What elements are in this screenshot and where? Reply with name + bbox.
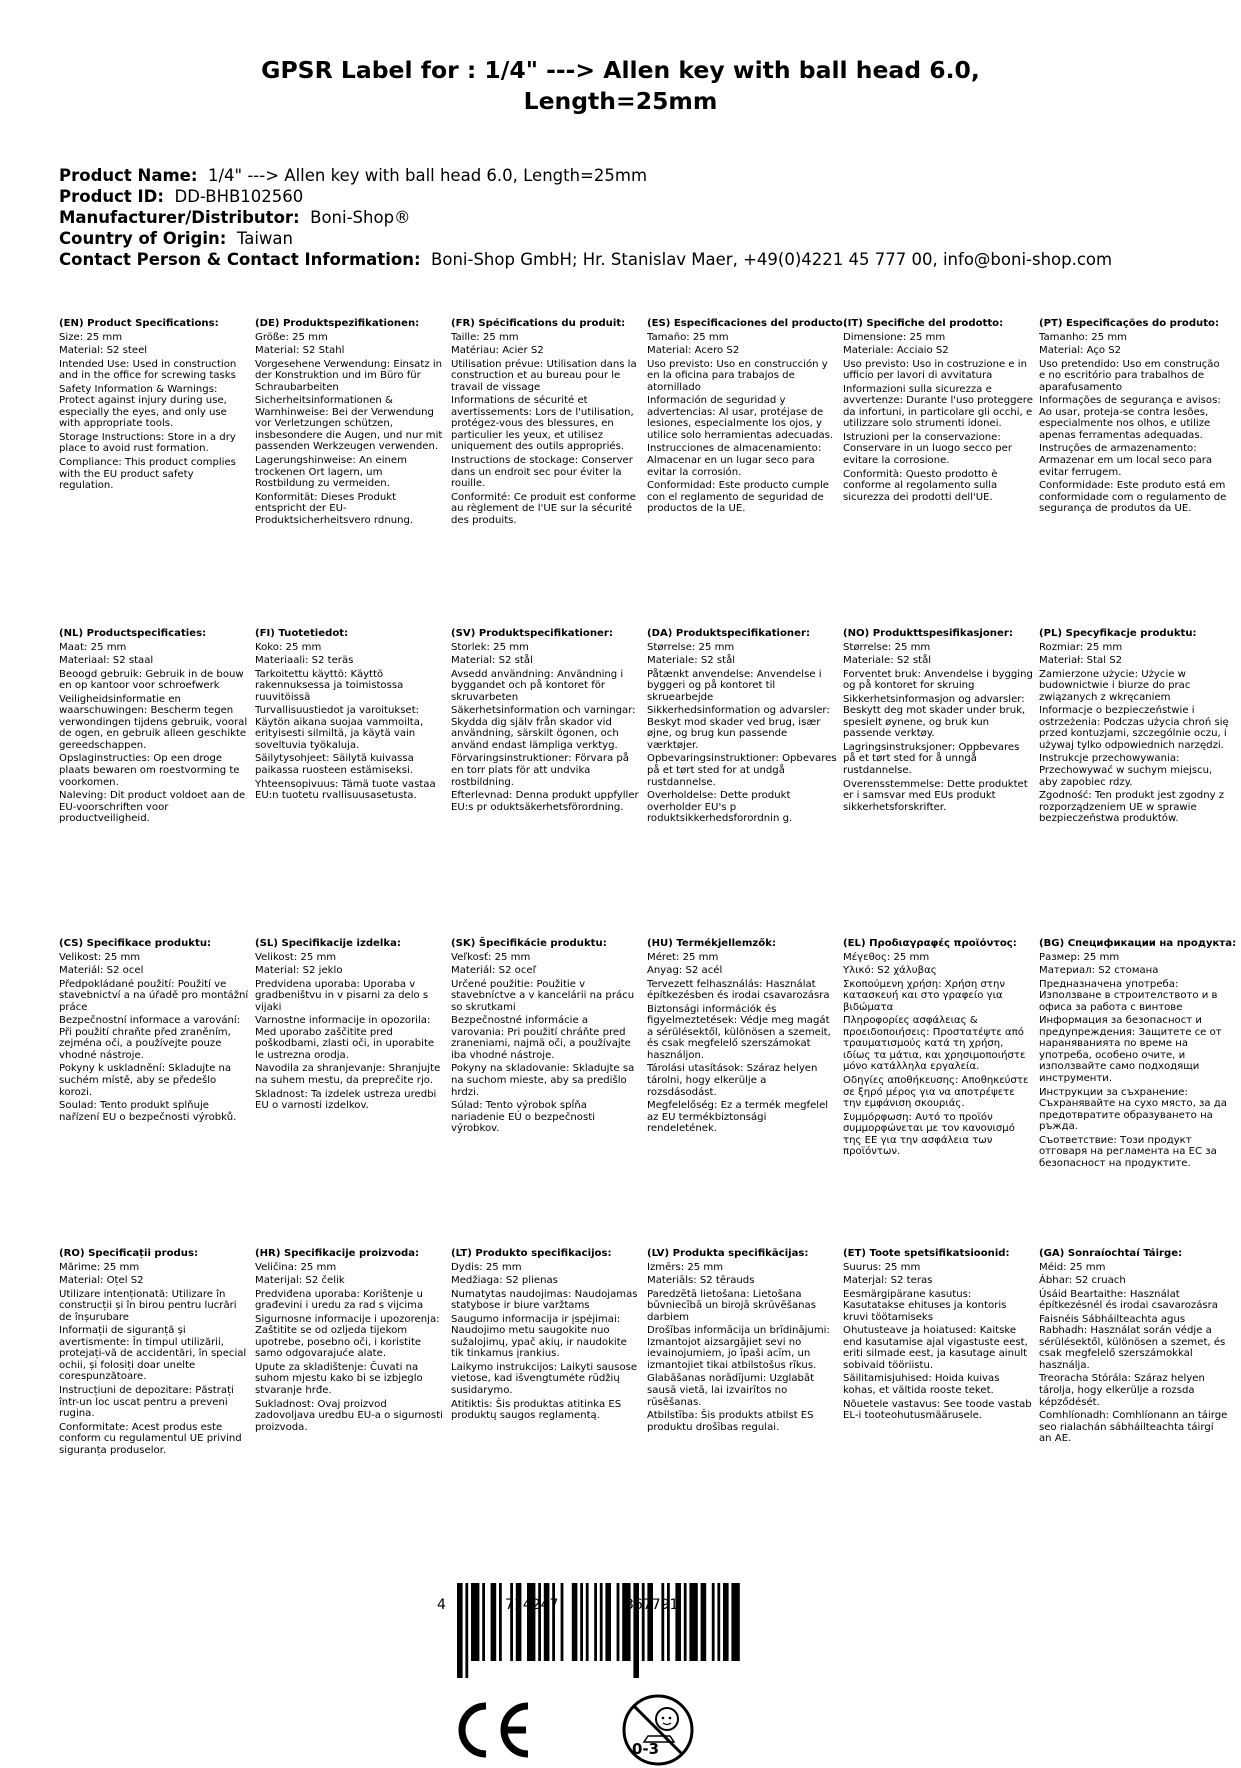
spec-block-line: Sukladnost: Ovaj proizvod zadovoljava uredbu EU-a o sigurnosti proizvoda. xyxy=(255,1398,443,1433)
ean-barcode xyxy=(437,1583,747,1678)
barcode-bar xyxy=(617,1583,620,1661)
spec-block-line: Yhteensopivuus: Tämä tuote vastaa EU:n tuotetu rvallisuusasetusta. xyxy=(255,778,436,802)
spec-block-line: Předpokládané použití: Použití ve stavebnictví a na úřadě pro montážní práce xyxy=(59,978,249,1013)
barcode-bar xyxy=(586,1583,589,1661)
spec-block-line: Compliance: This product complies with the EU product safety regulation. xyxy=(59,457,236,492)
barcode-bar xyxy=(667,1583,670,1661)
spec-block-line: Material: S2 jeklo xyxy=(255,965,343,977)
spec-block-line: Информация за безопасност и предупреждения: Защитете се от нараняванията по време на употреба, особено очите, и използвайте само подходящи инструменти. xyxy=(1039,1015,1222,1085)
spec-block-heading: (DE) Produktspezifikationen: xyxy=(255,318,420,329)
spec-block xyxy=(647,628,837,825)
barcode-bar xyxy=(622,1583,630,1661)
spec-block-line: Atbilstība: Šis produkts atbilst ES produktu drošības regulai. xyxy=(647,1410,814,1433)
spec-block-line: Πληροφορίες ασφάλειας & προειδοποιήσεις: Προστατέψτε από τραυματισμούς κατά τη χρήση, ιδίως τα μάτια, και χρησιμοποιήστε μόνο κατάλληλα εργαλεία. xyxy=(843,1015,1026,1073)
spec-block-line: Opslaginstructies: Op een droge plaats bewaren om roestvorming te voorkomen. xyxy=(59,753,240,788)
spec-block-line: Съответствие: Този продукт отговаря на регламента на ЕС за безопасност на продуктите. xyxy=(1039,1134,1217,1169)
barcode-digit-first: 4 xyxy=(437,1597,446,1613)
spec-block-line: Efterlevnad: Denna produkt uppfyller EU:s pr oduktsäkerhetsförordning. xyxy=(451,790,639,813)
spec-block xyxy=(843,628,1033,813)
spec-block-line: Materiale: Acciaio S2 xyxy=(843,345,949,357)
barcode-bar xyxy=(465,1583,468,1678)
spec-block-heading: (PT) Especificações do produto: xyxy=(1039,318,1220,329)
spec-block-line: Instrucciones de almacenamiento: Almacenar en un lugar seco para evitar la corrosión. xyxy=(647,443,822,478)
spec-block-line: Nõuetele vastavus: See toode vastab EL-i tooteohutusmäärusele. xyxy=(843,1398,1032,1422)
spec-block xyxy=(647,938,837,1135)
spec-block-line: Určené použitie: Použitie v stavebníctve a v kancelárii na prácu so skrutkami xyxy=(451,978,635,1013)
spec-block-line: Opbevaringsinstruktioner: Opbevares på et tørt sted for at undgå rustdannelse. xyxy=(647,753,837,788)
spec-block-heading: (HR) Specifikacije proizvoda: xyxy=(255,1248,420,1259)
spec-block-line: Comhlíonadh: Comhlíonann an táirge seo rialachán sábháilteachta táirgí an AE. xyxy=(1039,1410,1228,1445)
spec-block xyxy=(255,938,445,1112)
barcode-bar xyxy=(689,1583,697,1661)
spec-block-line: Méid: 25 mm xyxy=(1039,1261,1106,1273)
spec-block-line: Conformidad: Este producto cumple con el reglamento de seguridad de productos de la UE. xyxy=(647,480,829,515)
spec-block xyxy=(843,1248,1033,1422)
spec-block-line: Safety Information & Warnings: Protect against injury during use, especially the eyes, and only use with appropriate tools. xyxy=(59,383,227,430)
barcode-bar xyxy=(544,1583,550,1661)
spec-block-line: Turvallisuustiedot ja varoitukset: Käytön aikana suojaa vammoilta, erityisesti silmiltä, ja käytä vain soveltuvia työkaluja. xyxy=(255,705,424,751)
spec-block-line: Mărime: 25 mm xyxy=(59,1261,140,1273)
spec-block-line: Biztonsági információk és figyelmeztetések: Védje meg magát a sérülésektől, különösen a szemeit, és csak megfelelő szerszámokat használjon. xyxy=(647,1003,831,1061)
spec-block-line: Sikkerhetsinformasjon og advarsler: Beskytt deg mot skader under bruk, spesielt øynene, og bruk kun passende verktøy. xyxy=(843,693,1026,740)
spec-block-heading: (DA) Produktspecifikationer: xyxy=(647,628,810,639)
spec-block-line: Medžiaga: S2 plienas xyxy=(451,1275,558,1287)
spec-block-line: Tervezett felhasználás: Használat építkezésben és irodai csavarozásra xyxy=(647,978,830,1002)
spec-block-line: Utilisation prévue: Utilisation dans la construction et au bureau pour le travail de vissage xyxy=(451,358,637,393)
spec-block xyxy=(451,938,641,1135)
spec-block-line: Οδηγίες αποθήκευσης: Αποθηκεύστε σε ξηρό μέρος για να αποτρέψετε την εμφάνιση σκουριάς. xyxy=(843,1075,1029,1110)
barcode-bar xyxy=(661,1583,664,1661)
info-country: Country of Origin: Taiwan xyxy=(59,229,293,248)
spec-block-line: Velikost: 25 mm xyxy=(255,951,337,963)
spec-block-line: Storlek: 25 mm xyxy=(451,641,529,653)
spec-block-line: Méret: 25 mm xyxy=(647,951,719,963)
spec-block-line: Uso previsto: Uso in costruzione e in ufficio per lavori di avvitatura xyxy=(843,358,1027,382)
spec-block-heading: (PL) Specyfikacje produktu: xyxy=(1039,628,1197,639)
spec-block-line: Úsáid Beartaithe: Használat építkezésnél és irodai csavarozásra xyxy=(1039,1288,1218,1312)
spec-block xyxy=(255,628,445,802)
spec-block-line: Upute za skladištenje: Čuvati na suhom mjestu kako bi se izbjeglo stvaranje hrđe. xyxy=(255,1361,423,1397)
age-warning-0-3-icon xyxy=(620,1692,696,1768)
spec-block-line: Saugumo informacija ir įspėjimai: Naudojimo metu saugokite nuo sužalojimų, ypač akių, ir naudokite tik tinkamus įrankius. xyxy=(451,1313,627,1360)
spec-block-line: Informazioni sulla sicurezza e avvertenze: Durante l'uso proteggere da infortuni, in particolare gli occhi, e utilizzare solo strumenti idonei. xyxy=(843,383,1033,430)
spec-block xyxy=(1039,1248,1229,1445)
barcode-bar xyxy=(482,1583,485,1661)
spec-block xyxy=(1039,938,1237,1169)
spec-block-line: Tamaño: 25 mm xyxy=(647,331,729,343)
spec-block-line: Overensstemmelse: Dette produktet er i samsvar med EUs produkt sikkerhetsforskrifter. xyxy=(843,778,1028,813)
spec-block-line: Varnostne informacije in opozorila: Med uporabo zaščitite pred poškodbami, zlasti oči, in uporabite le ustrezna orodja. xyxy=(255,1015,435,1061)
barcode-bar xyxy=(471,1583,479,1661)
spec-block-line: Pokyny na skladovanie: Skladujte sa na suchom mieste, aby sa predišlo hrdzi. xyxy=(451,1063,635,1098)
barcode-bar xyxy=(701,1583,707,1661)
spec-block-line: Conformité: Ce produit est conforme au règlement de l'UE sur la sécurité des produits. xyxy=(451,491,636,526)
barcode-bar xyxy=(538,1583,541,1661)
barcode-bar xyxy=(642,1583,645,1661)
spec-block-line: Materiał: Stal S2 xyxy=(1039,655,1123,667)
spec-block-line: Material: Acero S2 xyxy=(647,345,740,357)
spec-block-line: Predvidena uporaba: Uporaba v gradbeništvu in v pisarni za delo s vijaki xyxy=(255,978,429,1013)
spec-block-line: Navodila za shranjevanje: Shranjujte na suhem mestu, da preprečite rjo. xyxy=(255,1063,441,1087)
title-line-1: GPSR Label for : 1/4" ---> Allen key with ball head 6.0, xyxy=(261,56,980,84)
spec-block-heading: (FR) Spécifications du produit: xyxy=(451,318,626,329)
spec-block-line: Instrucțiuni de depozitare: Păstrați într-un loc uscat pentru a preveni rugina. xyxy=(59,1385,234,1420)
spec-block-line: Izmērs: 25 mm xyxy=(647,1261,724,1273)
spec-block-line: Materijal: S2 čelik xyxy=(255,1275,345,1287)
spec-block-line: Materiaali: S2 teräs xyxy=(255,655,354,667)
spec-block-line: Informações de segurança e avisos: Ao usar, proteja-se contra lesões, especialmente nos olhos, e utilize apenas ferramentas adequadas. xyxy=(1039,395,1221,441)
spec-block-line: Glabāšanas norādījumi: Uzglabāt sausā vietā, lai izvairītos no rūsēšanas. xyxy=(647,1373,815,1408)
spec-block-line: Uso previsto: Uso en construcción y en la oficina para trabajos de atornillado xyxy=(647,358,828,393)
barcode-digits-right: 367791 xyxy=(625,1597,679,1613)
spec-block-line: Materiāls: S2 tērauds xyxy=(647,1275,755,1287)
spec-block-line: Σκοπούμενη χρήση: Χρήση στην κατασκευή και στο γραφείο για βιδώματα xyxy=(843,978,1005,1013)
spec-block-line: Laikymo instrukcijos: Laikyti sausose vietose, kad išvengtumėte rūdžių susidarymo. xyxy=(451,1361,638,1397)
spec-block xyxy=(255,1248,445,1433)
spec-block-heading: (NO) Produkttspesifikasjoner: xyxy=(843,628,1013,639)
spec-block-heading: (NL) Productspecificaties: xyxy=(59,628,207,639)
barcode-bar xyxy=(594,1583,597,1661)
spec-block-line: Conformitate: Acest produs este conform cu regulamentul UE privind siguranța produselor. xyxy=(59,1421,242,1456)
spec-block-line: Velikost: 25 mm xyxy=(59,951,141,963)
spec-block-line: Säilytysohjeet: Säilytä kuivassa paikassa ruosteen estämiseksi. xyxy=(255,753,414,777)
spec-block-line: Material: S2 Stahl xyxy=(255,345,345,357)
spec-block xyxy=(59,628,249,825)
spec-block-line: Materiale: S2 stål xyxy=(647,655,736,667)
spec-block-line: Informații de siguranță și avertismente: În timpul utilizării, protejați-vă de accidentări, în special ochii, și folosiți doar unelte corespunzătoare. xyxy=(59,1325,247,1383)
spec-block-line: Vorgesehene Verwendung: Einsatz in der Konstruktion und im Büro für Schraubarbeiten xyxy=(255,358,443,393)
spec-block-line: Veľkosť: 25 mm xyxy=(451,951,531,963)
spec-block-line: Istruzioni per la conservazione: Conservare in un luogo secco per evitare la corrosione. xyxy=(843,431,1013,467)
barcode-bar xyxy=(561,1583,564,1661)
spec-block-line: Size: 25 mm xyxy=(59,331,123,343)
spec-block-line: Materiál: S2 oceľ xyxy=(451,965,537,977)
barcode-bar xyxy=(600,1583,603,1661)
barcode-bar xyxy=(684,1583,687,1661)
spec-block-line: Storage Instructions: Store in a dry place to avoid rust formation. xyxy=(59,431,236,455)
spec-block-heading: (BG) Спецификации на продукта: xyxy=(1039,938,1237,949)
spec-block-heading: (EN) Product Specifications: xyxy=(59,318,219,329)
spec-block-line: Lagringsinstruksjoner: Oppbevares på et tørt sted for å unngå rustdannelse. xyxy=(843,741,1020,777)
spec-block-line: Beoogd gebruik: Gebruik in de bouw en op kantoor voor schroefwerk xyxy=(59,668,244,692)
spec-block-line: Numatytas naudojimas: Naudojamas statybose ir biure varžtams xyxy=(451,1288,638,1312)
spec-block-line: Conformità: Questo prodotto è conforme al regolamento sulla sicurezza dei prodotti dell'UE. xyxy=(843,468,998,503)
spec-block-line: Conformidade: Este produto está em conformidade com o regulamento de segurança de produtos da UE. xyxy=(1039,480,1227,515)
spec-block-line: Størrelse: 25 mm xyxy=(647,641,735,653)
spec-block-line: Megfelelőség: Ez a termék megfelel az EU termékbiztonsági rendeletének. xyxy=(647,1100,829,1135)
spec-block xyxy=(1039,628,1229,825)
age-label: 0-3 xyxy=(632,1740,660,1758)
spec-block-line: Sikkerhedsinformation og advarsler: Beskyt mod skader ved brug, især øjne, og brug kun passende værktøjer. xyxy=(647,705,830,751)
spec-block-line: Drošības informācija un brīdinājumi: Izmantojot aizsargājiet sevi no ievainojumiem, jo īpaši acīm, un izmantojiet tikai atbilstošus rīkus. xyxy=(647,1325,830,1371)
spec-block-line: Instrukcje przechowywania: Przechowywać w suchym miejscu, aby zapobiec rdzy. xyxy=(1039,753,1213,788)
spec-block-line: Atitiktis: Šis produktas atitinka ES produktų saugos reglamentą. xyxy=(451,1398,622,1422)
spec-block-heading: (LT) Produkto specifikacijos: xyxy=(451,1248,612,1259)
barcode-bar xyxy=(457,1583,463,1678)
spec-block-line: Veiligheidsinformatie en waarschuwingen: Bescherm tegen verwondingen tijdens gebruik, vooral de ogen, en gebruik alleen geschikte gereedschappen. xyxy=(59,693,248,751)
spec-block-line: Súlad: Tento výrobok spĺňa nariadenie EÚ o bezpečnosti výrobkov. xyxy=(451,1100,595,1135)
spec-block-line: Säilitamisjuhised: Hoida kuivas kohas, et vältida rooste teket. xyxy=(843,1373,1000,1397)
spec-block-line: Zgodność: Ten produkt jest zgodny z rozporządzeniem UE w sprawie bezpieczeństwa produktów. xyxy=(1039,790,1225,825)
spec-block-line: Konformität: Dieses Produkt entspricht der EU-Produktsicherheitsvero rdnung. xyxy=(255,491,414,526)
spec-block-line: Dydis: 25 mm xyxy=(451,1261,522,1273)
title-line-2: Length=25mm xyxy=(523,87,718,115)
spec-block-line: Matériau: Acier S2 xyxy=(451,345,544,357)
spec-block-line: Naleving: Dit product voldoet aan de EU-voorschriften voor productveiligheid. xyxy=(59,790,246,825)
spec-block xyxy=(59,318,249,492)
spec-block-line: Tamanho: 25 mm xyxy=(1039,331,1127,343)
barcode-bar xyxy=(516,1583,522,1661)
spec-block xyxy=(647,1248,837,1433)
spec-block-line: Bezpečnostní informace a varování: Při použití chraňte před zraněním, zejména oči, a používejte pouze vhodné nástroje. xyxy=(59,1015,241,1061)
spec-block-line: Paredzētā lietošana: Lietošana būvniecībā un birojā skrūvēšanas darbiem xyxy=(647,1288,816,1323)
spec-block-line: Material: Oțel S2 xyxy=(59,1275,144,1287)
spec-block-line: Predviđena uporaba: Korištenje u građevini i uredu za rad s vijcima xyxy=(255,1288,424,1312)
spec-block-line: Faisnéis Sábháilteachta agus Rabhadh: Használat során védje a sérülésektől, különösen a szemet, és csak megfelelő szerszámokkal használja. xyxy=(1039,1313,1226,1371)
spec-block-line: Materiale: S2 stål xyxy=(843,655,932,667)
spec-block xyxy=(451,318,641,526)
spec-block-line: Utilizare intenționată: Utilizare în construcții și în birou pentru lucrări de înșurubare xyxy=(59,1288,237,1323)
spec-block-line: Avsedd användning: Användning i byggandet och på kontoret för skruvarbeten xyxy=(451,668,624,703)
spec-block-line: Treoracha Stórála: Száraz helyen tárolja, hogy elkerülje a rozsda képződését. xyxy=(1039,1373,1205,1408)
spec-block-heading: (HU) Termékjellemzők: xyxy=(647,938,776,949)
spec-block-line: Rozmiar: 25 mm xyxy=(1039,641,1123,653)
spec-block xyxy=(59,938,249,1123)
spec-block-line: Μέγεθος: 25 mm xyxy=(843,951,930,963)
spec-block xyxy=(843,318,1033,503)
spec-block-line: Zamierzone użycie: Użycie w budownictwie i biurze do prac związanych z wkręcaniem xyxy=(1039,668,1191,703)
spec-block-line: Sicherheitsinformationen & Warnhinweise: Bei der Verwendung vor Verletzungen schützen, insbesondere die Augen, und nur mit passenden Werkzeugen verwenden. xyxy=(255,395,443,453)
spec-block xyxy=(1039,318,1229,515)
spec-block-line: Pokyny k uskladnění: Skladujte na suchém místě, aby se předešlo korozi. xyxy=(59,1063,232,1098)
spec-block-line: Información de seguridad y advertencias: Al usar, protéjase de lesiones, especialmente los ojos, y utilice solo herramientas adecuadas. xyxy=(647,395,834,441)
spec-block-line: Material: S2 stål xyxy=(451,655,533,667)
barcode-bar xyxy=(510,1583,513,1661)
spec-block xyxy=(451,628,641,813)
spec-block-line: Størrelse: 25 mm xyxy=(843,641,931,653)
spec-block-line: Maat: 25 mm xyxy=(59,641,127,653)
spec-block-line: Skladnost: Ta izdelek ustreza uredbi EU o varnosti izdelkov. xyxy=(255,1088,437,1112)
spec-block-line: Veličina: 25 mm xyxy=(255,1261,337,1273)
spec-block-heading: (SL) Specifikacije izdelka: xyxy=(255,938,401,949)
spec-block-line: Forventet bruk: Anvendelse i bygging og på kontoret for skruing xyxy=(843,668,1033,692)
spec-block-heading: (FI) Tuotetiedot: xyxy=(255,628,349,639)
product-info xyxy=(59,165,1219,270)
spec-block xyxy=(255,318,445,526)
spec-block-line: Συμμόρφωση: Αυτό το προϊόν συμμορφώνεται με τον κανονισμό της ΕΕ για την ασφάλεια των προϊόντων. xyxy=(843,1111,1015,1158)
spec-block-line: Materiaal: S2 staal xyxy=(59,655,154,667)
spec-block xyxy=(647,318,847,515)
barcode-bar xyxy=(675,1583,681,1661)
spec-block-line: Tárolási utasítások: Száraz helyen tárolni, hogy elkerülje a rozsdásodást. xyxy=(647,1063,818,1098)
spec-block-line: Taille: 25 mm xyxy=(451,331,519,343)
spec-block-line: Suurus: 25 mm xyxy=(843,1261,921,1273)
spec-block-heading: (ET) Toote spetsifikatsioonid: xyxy=(843,1248,1010,1259)
spec-block-line: Instructions de stockage: Conserver dans un endroit sec pour éviter la rouille. xyxy=(451,455,633,490)
spec-block-line: Soulad: Tento produkt splňuje nařízení EU o bezpečnosti výrobků. xyxy=(59,1100,237,1123)
barcode-bar xyxy=(723,1583,729,1661)
spec-block-line: Размер: 25 mm xyxy=(1039,951,1120,963)
spec-block-line: Intended Use: Used in construction and in the office for screwing tasks xyxy=(59,358,237,382)
info-product-id: Product ID: DD-BHB102560 xyxy=(59,187,304,206)
spec-block-line: Bezpečnostné informácie a varovania: Pri použití chráňte pred zraneniami, najmä oči, a používajte iba vhodné nástroje. xyxy=(451,1015,631,1061)
spec-block-line: Eesmärgipärane kasutus: Kasutatakse ehituses ja kontoris kruvi töötamiseks xyxy=(843,1288,1007,1323)
spec-block-line: Lagerungshinweise: An einem trockenen Ort lagern, um Rostbildung zu vermeiden. xyxy=(255,455,407,490)
barcode-bar xyxy=(499,1583,502,1661)
barcode-digits-left: 714247 xyxy=(505,1597,559,1613)
spec-block xyxy=(451,1248,641,1422)
barcode-bar xyxy=(717,1583,720,1661)
barcode-bar xyxy=(731,1583,739,1661)
page-title xyxy=(0,55,1241,117)
spec-block-line: Предназначена употреба: Използване в строителството и в офиса за работа с винтове xyxy=(1039,978,1218,1013)
barcode-bar xyxy=(605,1583,611,1661)
spec-block-line: Ohutusteave ja hoiatused: Kaitske end kasutamise ajal vigastuste eest, eriti silmade eest, ja kasutage ainult sobivaid tööriistu. xyxy=(843,1325,1028,1371)
spec-block-heading: (CS) Specifikace produktu: xyxy=(59,938,212,949)
barcode-bar xyxy=(552,1583,555,1661)
spec-block-heading: (SK) Špecifikácie produktu: xyxy=(451,938,607,949)
spec-block-line: Material: S2 steel xyxy=(59,345,148,357)
barcode-bar xyxy=(580,1583,583,1661)
spec-block-line: Sigurnosne informacije i upozorenja: Zaštitite se od ozljeda tijekom upotrebe, posebno oči, i koristite samo odgovarajuće alate. xyxy=(255,1313,440,1360)
spec-block-line: Påtænkt anvendelse: Anvendelse i byggeri og på kontoret til skruearbejde xyxy=(647,668,822,703)
spec-block-line: Инструкции за съхранение: Съхранявайте на сухо място, за да предотвратите образуването на ръжда. xyxy=(1039,1086,1227,1133)
barcode-bar xyxy=(527,1583,535,1661)
spec-block-line: Υλικό: S2 χάλυβας xyxy=(843,965,937,977)
spec-block-line: Größe: 25 mm xyxy=(255,331,328,343)
spec-block-heading: (IT) Specifiche del prodotto: xyxy=(843,318,1004,329)
spec-block-line: Tarkoitettu käyttö: Käyttö rakennuksessa ja toimistossa ruuvitöissä xyxy=(255,668,404,703)
spec-block-line: Uso pretendido: Uso em construção e no escritório para trabalhos de aparafusamento xyxy=(1039,358,1220,393)
ce-mark-icon xyxy=(452,1700,534,1760)
spec-block-line: Koko: 25 mm xyxy=(255,641,322,653)
spec-block-line: Anyag: S2 acél xyxy=(647,965,723,977)
spec-block-line: Instruções de armazenamento: Armazenar em um local seco para evitar ferrugem. xyxy=(1039,443,1213,478)
spec-block-heading: (EL) Προδιαγραφές προϊόντος: xyxy=(843,938,1017,949)
spec-block-line: Informacje o bezpieczeństwie i ostrzeżenia: Podczas użycia chroń się przed kontuzjami, szczególnie oczu, i używaj tylko odpowiednich narzędzi. xyxy=(1039,705,1229,751)
info-manufacturer: Manufacturer/Distributor: Boni-Shop® xyxy=(59,208,411,227)
spec-block-heading: (SV) Produktspecifikationer: xyxy=(451,628,613,639)
spec-block-heading: (ES) Especificaciones del producto: xyxy=(647,318,847,329)
spec-block-line: Материал: S2 стомана xyxy=(1039,965,1159,977)
spec-block-line: Säkerhetsinformation och varningar: Skydda dig själv från skador vid användning, särskilt ögonen, och använd endast lämpliga verktyg. xyxy=(451,705,636,751)
spec-block xyxy=(59,1248,249,1456)
spec-block-line: Materjal: S2 teras xyxy=(843,1275,933,1287)
spec-block-line: Overholdelse: Dette produkt overholder EU's p roduktsikkerhedsforordnin g. xyxy=(647,790,793,825)
spec-block-line: Material: Aço S2 xyxy=(1039,345,1122,357)
spec-block-line: Informations de sécurité et avertissements: Lors de l'utilisation, protégez-vous des blessures, en particulier les yeux, et utilisez uniquement des outils appropriés. xyxy=(451,395,634,453)
spec-block xyxy=(843,938,1033,1158)
barcode-bar xyxy=(491,1583,497,1661)
info-product-name: Product Name: 1/4" ---> Allen key with ball head 6.0, Length=25mm xyxy=(59,166,648,185)
spec-block-line: Dimensione: 25 mm xyxy=(843,331,946,343)
spec-block-heading: (LV) Produkta specifikācijas: xyxy=(647,1248,809,1259)
spec-block-line: Ábhar: S2 cruach xyxy=(1039,1275,1126,1287)
barcode-bar xyxy=(647,1583,653,1661)
spec-block-heading: (GA) Sonraíochtaí Táirge: xyxy=(1039,1248,1183,1259)
barcode-bar xyxy=(572,1583,578,1661)
spec-block-line: Förvaringsinstruktioner: Förvara på en torr plats för att undvika rostbildning. xyxy=(451,753,629,788)
spec-block-heading: (RO) Specificații produs: xyxy=(59,1248,199,1259)
info-contact: Contact Person & Contact Information: Boni-Shop GmbH; Hr. Stanislav Maer, +49(0)4221 45 777 00, info@boni-shop.com xyxy=(59,250,1113,269)
barcode-bar xyxy=(712,1583,715,1661)
spec-block-line: Materiál: S2 ocel xyxy=(59,965,144,977)
